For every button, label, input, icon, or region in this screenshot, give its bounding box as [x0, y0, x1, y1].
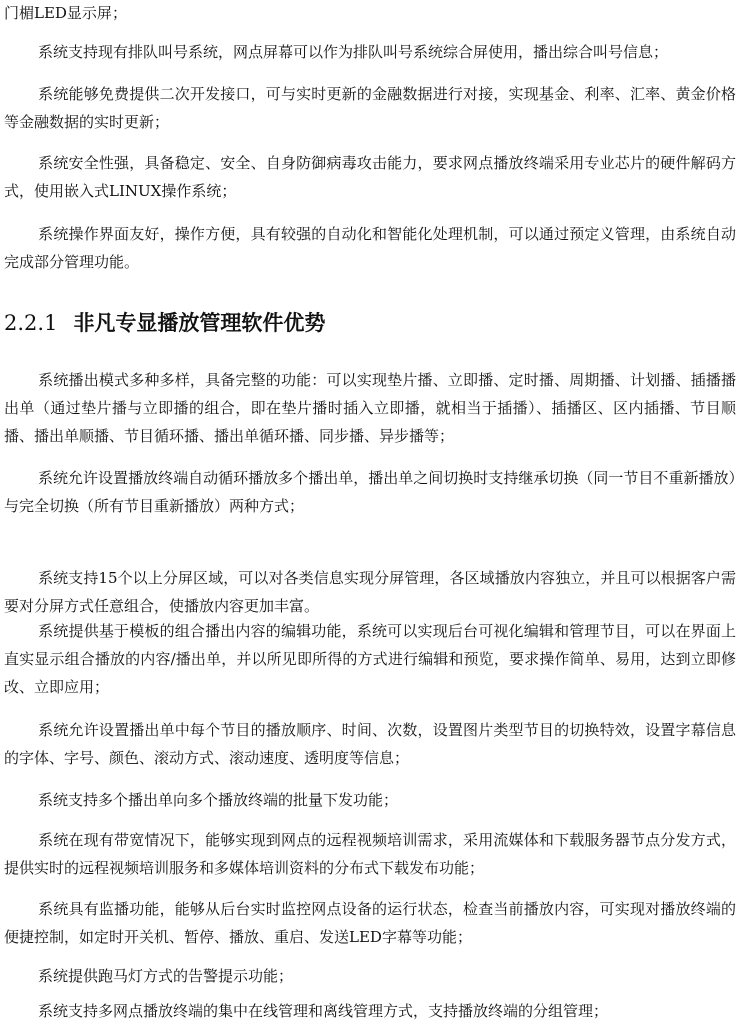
- paragraph-template-editing: 系统提供基于模板的组合播出内容的编辑功能，系统可以实现后台可视化编辑和管理节目，可以在界面上直实显示组合播放的内容/播出单，并以所见即所得的方式进行编辑和预览，要求操作简单、易用，达到立即修改、立即应用；: [4, 622, 736, 696]
- paragraph-program-settings: 系统允许设置播出单中每个节目的播放顺序、时间、次数，设置图片类型节目的切换特效，设置字幕信息的字体、字号、颜色、滚动方式、滚动速度、透明度等信息；: [4, 721, 736, 767]
- paragraph-split-screen: 系统支持15个以上分屏区域，可以对各类信息实现分屏管理，各区域播放内容独立，并且可以根据客户需要对分屏方式任意组合，使播放内容更加丰富。: [4, 569, 736, 615]
- paragraph-finance-interface: 系统能够免费提供二次开发接口，可与实时更新的金融数据进行对接，实现基金、利率、汇率、黄金价格等金融数据的实时更新；: [4, 85, 736, 131]
- paragraph-led-screen: 门楣LED显示屏；: [4, 4, 127, 22]
- paragraph-monitoring: 系统具有监播功能，能够从后台实时监控网点设备的运行状态，检查当前播放内容，可实现对播放终端的便捷控制，如定时开关机、暂停、播放、重启、发送LED字幕等功能；: [4, 900, 736, 946]
- paragraph-terminal-management: 系统支持多网点播放终端的集中在线管理和离线管理方式，支持播放终端的分组管理；: [38, 1002, 609, 1020]
- section-heading: [4, 308, 736, 338]
- paragraph-marquee-alert: 系统提供跑马灯方式的告警提示功能；: [38, 967, 294, 985]
- paragraph-queue-system: 系统支持现有排队叫号系统，网点屏幕可以作为排队叫号系统综合屏使用，播出综合叫号信息；: [38, 43, 669, 61]
- section-number: 2.2.1: [4, 311, 58, 335]
- paragraph-security: 系统安全性强，具备稳定、安全、自身防御病毒攻击能力，要求网点播放终端采用专业芯片的硬件解码方式，使用嵌入式LINUX操作系统；: [4, 154, 736, 200]
- paragraph-ui-friendly: 系统操作界面友好，操作方便，具有较强的自动化和智能化处理机制，可以通过预定义管理，由系统自动完成部分管理功能。: [4, 225, 736, 271]
- paragraph-loop-playlists: 系统允许设置播放终端自动循环播放多个播出单，播出单之间切换时支持继承切换（同一节目不重新播放）与完全切换（所有节目重新播放）两种方式；: [4, 469, 736, 515]
- section-title: 非凡专显播放管理软件优势: [73, 311, 326, 335]
- paragraph-batch-dispatch: 系统支持多个播出单向多个播放终端的批量下发功能；: [38, 791, 399, 809]
- paragraph-remote-training: 系统在现有带宽情况下，能够实现到网点的远程视频培训需求，采用流媒体和下载服务器节点分发方式，提供实时的远程视频培训服务和多媒体培训资料的分布式下载发布功能；: [4, 831, 736, 877]
- paragraph-playback-modes: 系统播出模式多种多样，具备完整的功能：可以实现垫片播、立即播、定时播、周期播、计划播、插播播出单（通过垫片播与立即播的组合，即在垫片播时插入立即播，就相当于插播）、插播区、区内插播、节目顺播、播出单顺播、节目循环播、播出单循环播、同步播、异步播等；: [4, 371, 736, 445]
